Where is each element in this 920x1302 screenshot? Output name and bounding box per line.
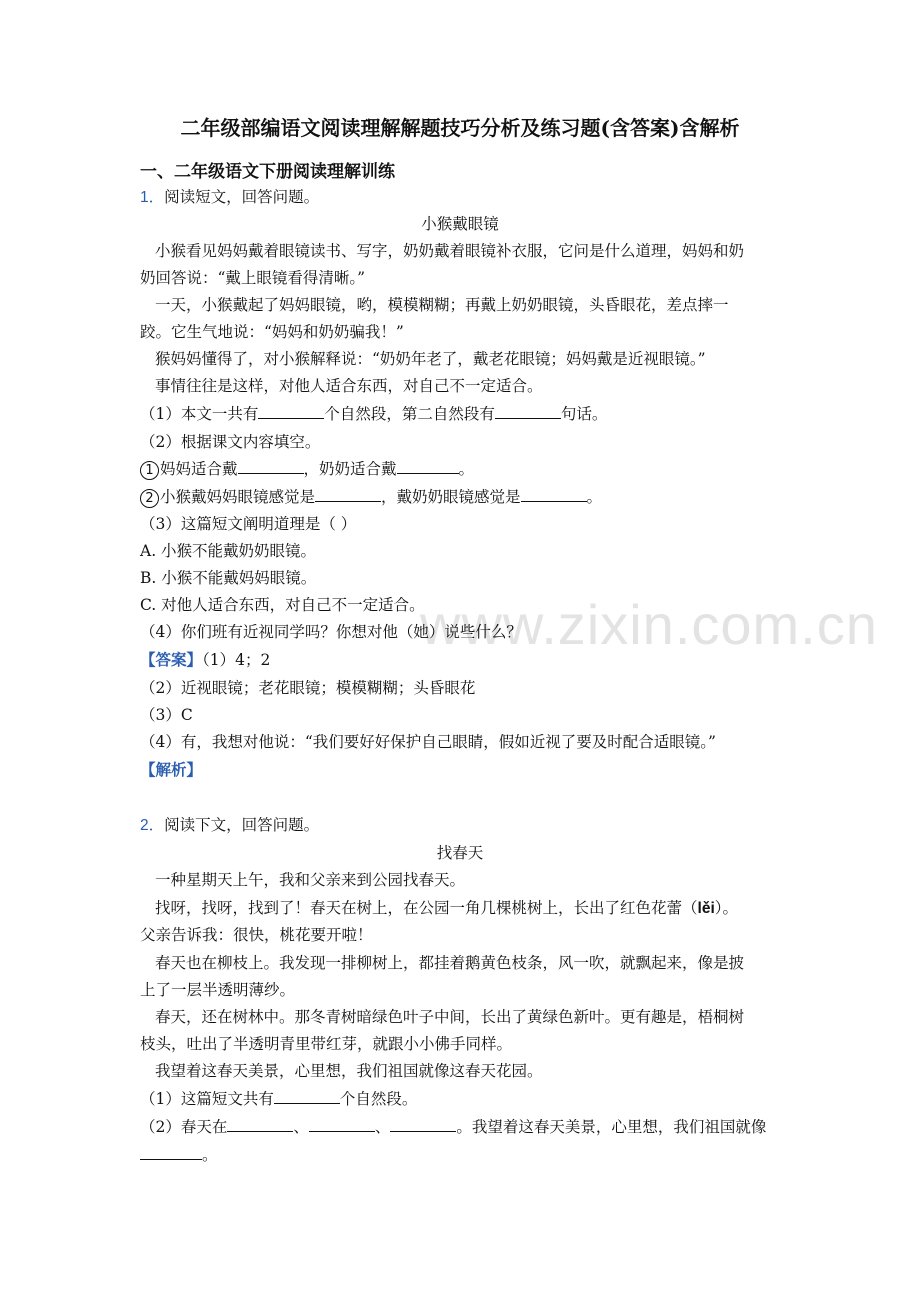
q1-sub-2-1-text-a: 妈妈适合戴 xyxy=(160,460,238,478)
answer-blank[interactable] xyxy=(309,1117,375,1132)
answer-4: （4）有，我想对他说：“我们要好好保护自己眼睛，假如近视了要及时配合适眼镜。” xyxy=(140,733,716,751)
q1-prompt-line xyxy=(140,187,319,208)
q1-option-b[interactable]: B. 小猴不能戴妈妈眼镜。 xyxy=(140,569,317,587)
q2-sub-2-text-a: （2）春天在 xyxy=(140,1118,228,1136)
q2-paragraph-2a xyxy=(155,898,738,919)
q1-sub-2-1-text-c: 。 xyxy=(458,460,475,478)
page-title: 二年级部编语文阅读理解解题技巧分析及练习题(含答案)含解析 xyxy=(180,116,740,140)
q1-sub-3: （3）这篇短文阐明道理是（ ） xyxy=(140,515,357,533)
q2-sub-1 xyxy=(140,1089,417,1109)
pinyin-annotation: lěi xyxy=(697,900,715,917)
q1-paragraph-2a: 一天，小猴戴起了妈妈眼镜，哟，模模糊糊；再戴上奶奶眼镜，头昏眼花，差点摔一 xyxy=(155,296,729,314)
q2-sub-2-continued xyxy=(140,1145,218,1165)
q2-sub-1-text-b: 个自然段。 xyxy=(339,1090,418,1108)
q2-sub-2 xyxy=(140,1117,766,1137)
answer-2: （2）近视眼镜；老花眼镜；模模糊糊；头昏眼花 xyxy=(140,679,476,697)
separator: 、 xyxy=(293,1118,309,1136)
q1-sub-2-2-text-a: 小猴戴妈妈眼镜感觉是 xyxy=(160,488,316,506)
answer-blank[interactable] xyxy=(397,459,459,474)
watermark: www.zixin.com.cn xyxy=(420,593,878,656)
answer-blank[interactable] xyxy=(495,404,561,419)
q1-story-title: 小猴戴眼镜 xyxy=(421,215,499,233)
answer-blank[interactable] xyxy=(140,1145,202,1160)
q1-paragraph-4: 事情往往是这样，对他人适合东西，对自己不一定适合。 xyxy=(155,377,543,395)
q2-paragraph-1: 一种星期天上午，我和父亲来到公园找春天。 xyxy=(155,871,466,889)
q1-paragraph-2b: 跤。它生气地说：“妈妈和奶奶骗我！” xyxy=(140,323,404,341)
q1-sub-1-text-a: （1）本文一共有 xyxy=(140,405,259,423)
circled-number-2: 2 xyxy=(140,489,159,508)
answer-blank[interactable] xyxy=(390,1117,456,1132)
q1-sub-2-2-text-c: 。 xyxy=(586,488,603,506)
q1-option-c[interactable]: C. 对他人适合东西，对自己不一定适合。 xyxy=(140,596,425,614)
answer-3: （3）C xyxy=(140,706,193,724)
q2-prompt-line xyxy=(140,815,319,836)
q2-paragraph-4a: 春天，还在树林中。那冬青树暗绿色叶子中间，长出了黄绿色新叶。更有趣是，梧桐树 xyxy=(155,1008,745,1026)
circled-number-1: 1 xyxy=(140,461,159,480)
q1-paragraph-1b: 奶回答说：“戴上眼镜看得清晰。” xyxy=(140,269,366,287)
q2-paragraph-4b: 枝头，吐出了半透明青里带红芽，就跟小小佛手同样。 xyxy=(140,1035,513,1053)
q1-sub-1 xyxy=(140,404,607,424)
answer-blank[interactable] xyxy=(238,459,304,474)
analysis-label: 【解析】 xyxy=(140,760,203,779)
q1-option-a[interactable]: A. 小猴不能戴奶奶眼镜。 xyxy=(140,542,317,560)
q2-story-title: 找春天 xyxy=(436,844,484,862)
q1-number: 1． xyxy=(140,189,165,206)
q1-paragraph-3: 猴妈妈懂得了，对小猴解释说：“奶奶年老了，戴老花眼镜；妈妈戴是近视眼镜。” xyxy=(155,350,706,368)
q1-prompt: 阅读短文，回答问题。 xyxy=(164,188,320,206)
q1-sub-1-text-b: 个自然段，第二自然段有 xyxy=(324,405,495,423)
answer-blank[interactable] xyxy=(258,404,324,419)
q1-sub-2: （2）根据课文内容填空。 xyxy=(140,433,321,451)
q2-sub-2-end: 。 xyxy=(202,1146,218,1164)
q1-sub-1-text-c: 句话。 xyxy=(560,405,608,423)
q2-paragraph-2b: 父亲告诉我：很快，桃花要开啦！ xyxy=(140,926,373,944)
section-heading: 一、二年级语文下册阅读理解训练 xyxy=(140,162,395,182)
answer-label: 【答案】 xyxy=(140,650,203,669)
q1-sub-2-1 xyxy=(140,459,474,480)
q1-paragraph-1a: 小猴看见妈妈戴着眼镜读书、写字，奶奶戴着眼镜补衣服，它问是什么道理，妈妈和奶 xyxy=(155,242,745,260)
separator: 、 xyxy=(374,1118,391,1136)
q2-number: 2． xyxy=(140,817,165,834)
answer-blank[interactable] xyxy=(227,1117,293,1132)
q1-sub-2-1-text-b: ，奶奶适合戴 xyxy=(303,460,397,478)
q2-paragraph-3b: 上了一层半透明薄纱。 xyxy=(140,981,296,999)
answer-blank[interactable] xyxy=(315,487,381,502)
q2-paragraph-2a-text: 找呀，找呀，找到了！春天在树上，在公园一角几棵桃树上，长出了红色花蕾（ xyxy=(155,899,698,917)
q2-sub-2-text-b: 。我望着这春天美景，心里想，我们祖国就像 xyxy=(456,1118,767,1136)
q1-sub-2-2-text-b: ，戴奶奶眼镜感觉是 xyxy=(381,488,521,506)
q2-paragraph-5: 我望着这春天美景，心里想，我们祖国就像这春天花园。 xyxy=(155,1062,543,1080)
q2-paragraph-2a-end: ）。 xyxy=(714,899,739,917)
q2-prompt: 阅读下文，回答问题。 xyxy=(164,816,320,834)
q1-sub-4: （4）你们班有近视同学吗？你想对他（她）说些什么？ xyxy=(140,623,522,641)
q2-paragraph-3a: 春天也在柳枝上。我发现一排柳树上，都挂着鹅黄色枝条，风一吹，就飘起来，像是披 xyxy=(155,954,745,972)
answer-blank[interactable] xyxy=(521,487,587,502)
answer-blank[interactable] xyxy=(274,1089,340,1104)
q1-sub-2-2 xyxy=(140,487,602,508)
answer-1: （1）4；2 xyxy=(202,651,271,669)
q1-answer-line xyxy=(140,650,270,670)
q2-sub-1-text-a: （1）这篇短文共有 xyxy=(140,1090,274,1108)
